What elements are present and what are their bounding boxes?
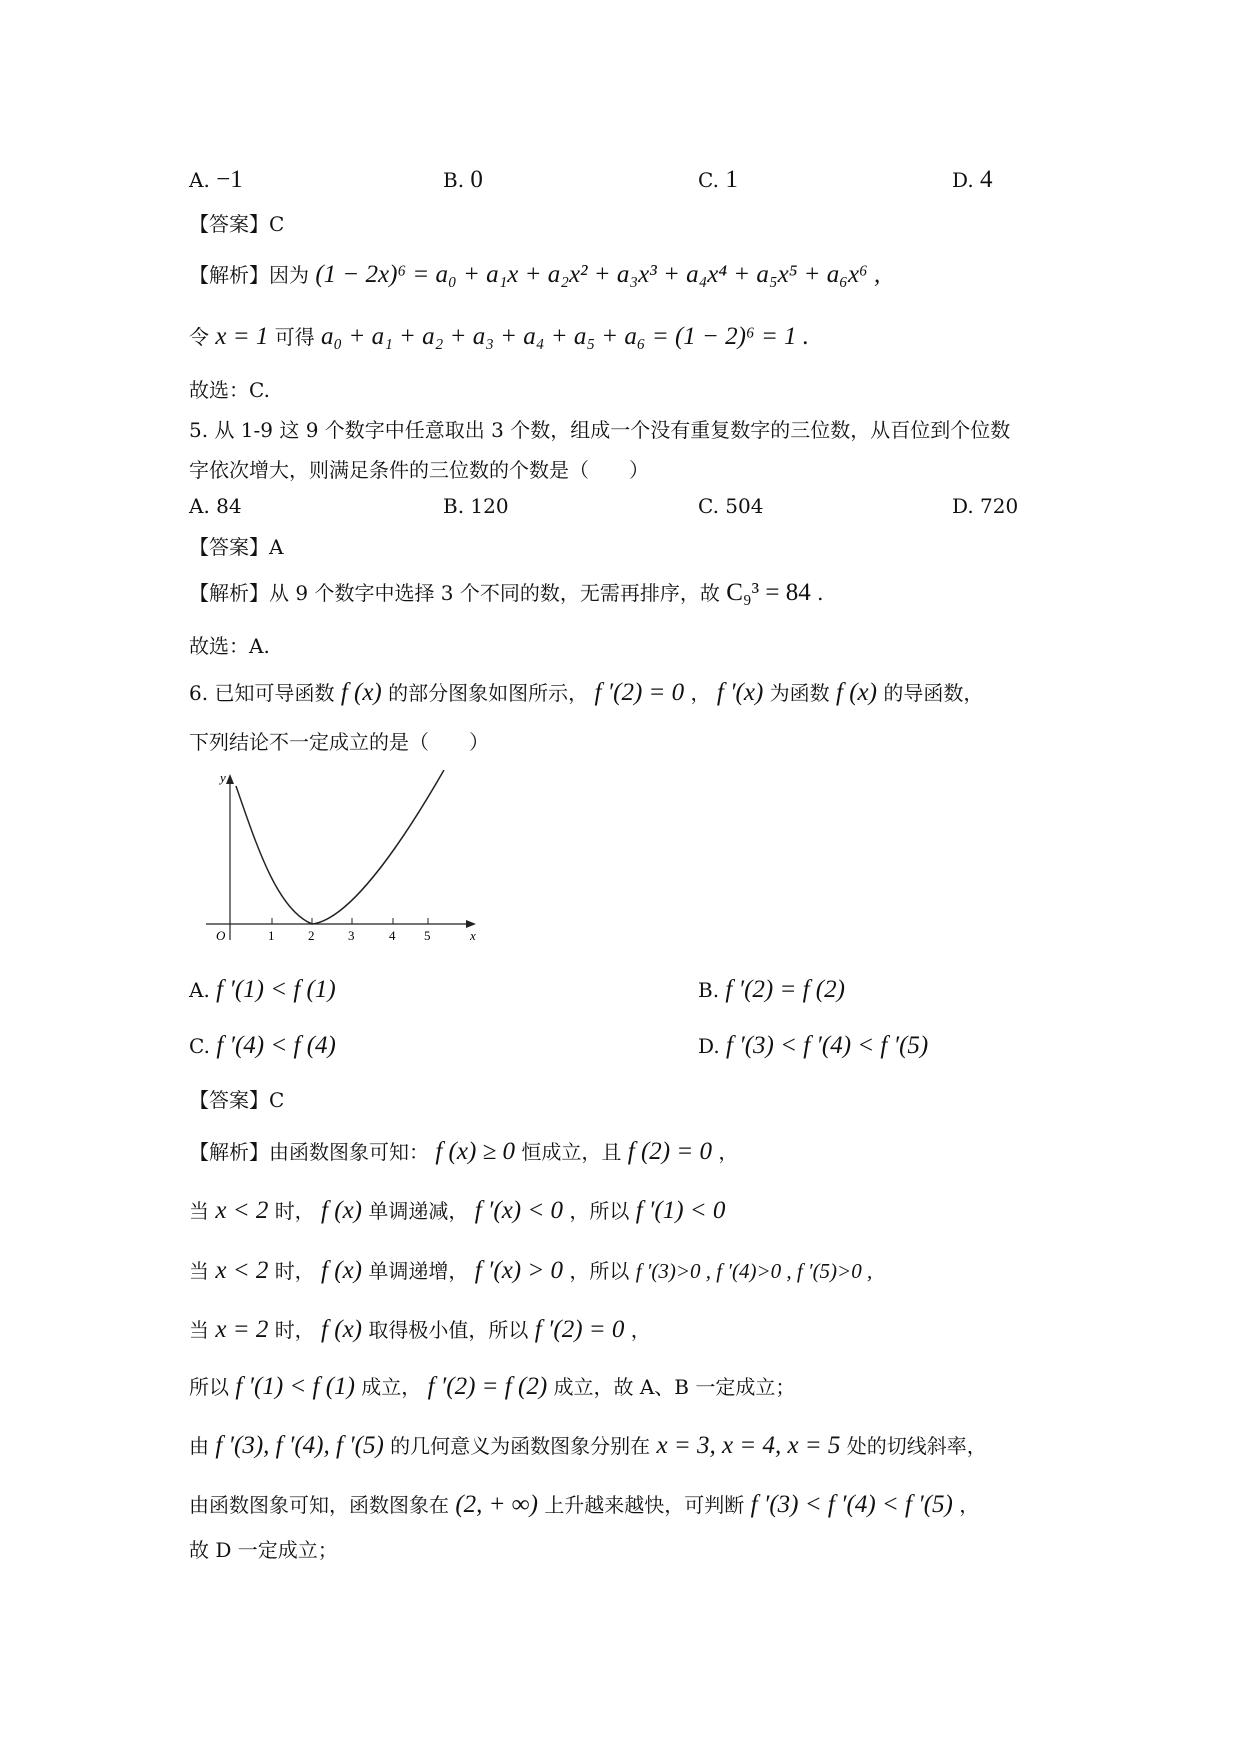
q4-option-d — [952, 165, 993, 195]
analysis-text: 时， — [274, 1259, 315, 1283]
option-value: 4 — [980, 166, 993, 193]
q4-option-b — [443, 165, 483, 195]
q5-option-c: C. 504 — [698, 494, 764, 518]
analysis-text: ， — [718, 1140, 739, 1164]
q6-analysis-line4 — [189, 1315, 651, 1345]
q6-option-c — [189, 1031, 336, 1061]
q6-option-a — [189, 975, 336, 1005]
equation: f ′(2) = 0 — [534, 1316, 625, 1343]
q6-stem-line2: 下列结论不一定成立的是（ ） — [189, 730, 489, 754]
option-label: A. — [189, 978, 210, 1002]
equation: f ′(x) — [716, 679, 764, 706]
q6-option-d — [698, 1031, 928, 1061]
analysis-text: 由 — [189, 1434, 209, 1458]
analysis-text: ， — [630, 1318, 651, 1342]
q6-answer: 【答案】C — [189, 1088, 285, 1112]
analysis-text: 可得 — [274, 325, 315, 349]
equation: (1 − 2x)⁶ = a₀ + a₁x + a₂x² + a₃x³ + a₄x⁴ + a₅x⁵ + a₆x⁶ , — [315, 261, 881, 288]
analysis-text: 当 — [189, 1318, 209, 1342]
q4-substitution — [189, 322, 809, 352]
tick-label-1: 1 — [268, 928, 275, 943]
analysis-text: ，所以 — [569, 1259, 630, 1283]
analysis-text: 成立， — [361, 1375, 422, 1399]
equation: f (x) — [321, 1316, 362, 1343]
option-label: C. — [189, 1034, 210, 1058]
tick-label-4: 4 — [389, 928, 396, 943]
stem-text: 6. 已知可导函数 — [189, 681, 335, 705]
option-label: B. — [443, 168, 465, 192]
q5-choice: 故选：A. — [189, 634, 270, 658]
q6-analysis-line3 — [189, 1256, 872, 1286]
analysis-text: 当 — [189, 1199, 209, 1223]
analysis-text: 时， — [274, 1318, 315, 1342]
x-axis-label: x — [470, 928, 476, 943]
q6-analysis-line8: 故 D 一定成立； — [189, 1538, 338, 1562]
y-axis-arrow — [226, 774, 234, 784]
q5-stem-line1: 5. 从 1-9 这 9 个数字中任意取出 3 个数，组成一个没有重复数字的三位数，从百位到个位数 — [189, 418, 1011, 442]
equation: f ′(x) < 0 — [474, 1197, 563, 1224]
equation: f (x) — [340, 679, 382, 706]
analysis-text: 处的切线斜率， — [846, 1434, 987, 1458]
analysis-text: 当 — [189, 1259, 209, 1283]
equation: a₀ + a₁ + a₂ + a₃ + a₄ + a₅ + a₆ = (1 − 2)⁶ = 1 . — [321, 323, 810, 350]
equation: f ′(3) < f ′(4) < f ′(5) — [750, 1491, 953, 1518]
equation: f ′(4) < f (4) — [216, 1032, 336, 1059]
q6-analysis-line5 — [189, 1372, 795, 1402]
equation: f (2) = 0 — [627, 1138, 712, 1165]
equation: f ′(3)>0 , f ′(4)>0 , f ′(5)>0 , — [635, 1259, 873, 1283]
stem-text: 的部分图象如图所示， — [388, 681, 589, 705]
equation: (2, + ∞) — [455, 1491, 538, 1518]
q6-analysis-line7 — [189, 1490, 979, 1520]
q4-option-a — [189, 165, 243, 195]
q4-answer: 【答案】C — [189, 212, 285, 236]
equation: f ′(3), f ′(4), f ′(5) — [215, 1432, 384, 1459]
function-curve — [236, 770, 444, 924]
analysis-text: . — [817, 581, 824, 605]
q4-option-c — [698, 165, 738, 195]
q5-stem-line2: 字依次增大，则满足条件的三位数的个数是（ ） — [189, 458, 649, 482]
equation: f ′(x) > 0 — [474, 1257, 563, 1284]
analysis-text: 【解析】由函数图象可知： — [189, 1140, 429, 1164]
equation: f ′(3) < f ′(4) < f ′(5) — [726, 1032, 929, 1059]
analysis-text: 单调递增， — [368, 1259, 469, 1283]
option-value: 0 — [470, 166, 483, 193]
tick-label-2: 2 — [308, 928, 315, 943]
q6-stem-line1 — [189, 678, 983, 708]
equation: x < 2 — [215, 1197, 269, 1224]
analysis-text: 所以 — [189, 1375, 229, 1399]
origin-label: O — [216, 928, 226, 943]
tick-label-5: 5 — [424, 928, 431, 943]
stem-text: ， — [690, 681, 711, 705]
equation: f ′(1) < f (1) — [235, 1373, 355, 1400]
equation: x < 2 — [215, 1257, 269, 1284]
equation: f ′(1) < f (1) — [216, 976, 336, 1003]
stem-text: 为函数 — [769, 681, 830, 705]
q6-analysis-line1 — [189, 1137, 738, 1167]
analysis-text: 【解析】因为 — [189, 263, 309, 287]
equation: x = 3, x = 4, x = 5 — [656, 1432, 841, 1459]
analysis-text: 的几何意义为函数图象分别在 — [390, 1434, 651, 1458]
analysis-text: 令 — [189, 325, 209, 349]
q4-choice: 故选：C. — [189, 378, 270, 402]
x-ticks — [272, 918, 428, 924]
equation: f ′(1) < 0 — [635, 1197, 726, 1224]
q5-option-b: B. 120 — [443, 494, 509, 518]
option-label: D. — [952, 168, 974, 192]
q4-analysis — [189, 260, 880, 290]
analysis-text: ， — [959, 1493, 980, 1517]
analysis-text: ，所以 — [569, 1199, 630, 1223]
option-label: A. — [189, 168, 210, 192]
equation: f (x) — [321, 1257, 362, 1284]
option-label: B. — [698, 978, 720, 1002]
equation: x = 1 — [215, 323, 269, 350]
analysis-text: 取得极小值，所以 — [368, 1318, 529, 1342]
analysis-text: 【解析】从 9 个数字中选择 3 个不同的数，无需再排序，故 — [189, 581, 720, 605]
equation: f (x) ≥ 0 — [435, 1138, 516, 1165]
equation: C₉³ = 84 — [726, 579, 811, 606]
q6-analysis-line2 — [189, 1196, 725, 1226]
equation: f ′(2) = f (2) — [427, 1373, 548, 1400]
option-value: −1 — [216, 166, 243, 193]
q5-answer: 【答案】A — [189, 535, 284, 559]
equation: f (x) — [321, 1197, 362, 1224]
q6-option-b — [698, 975, 845, 1005]
q5-option-a: A. 84 — [189, 494, 242, 518]
function-graph — [198, 770, 488, 945]
analysis-text: 单调递减， — [368, 1199, 469, 1223]
equation: f (x) — [836, 679, 877, 706]
option-label: D. — [698, 1034, 720, 1058]
x-axis-arrow — [466, 920, 476, 928]
q5-analysis — [189, 578, 823, 608]
equation: f ′(2) = 0 — [594, 679, 685, 706]
q5-option-d: D. 720 — [952, 494, 1019, 518]
y-axis-label: y — [220, 770, 226, 785]
analysis-text: 由函数图象可知，函数图象在 — [189, 1493, 449, 1517]
analysis-text: 成立，故 A、B 一定成立； — [553, 1375, 796, 1399]
tick-label-3: 3 — [348, 928, 355, 943]
stem-text: 的导函数， — [883, 681, 984, 705]
option-label: C. — [698, 168, 719, 192]
analysis-text: 时， — [274, 1199, 315, 1223]
equation: f ′(2) = f (2) — [725, 976, 845, 1003]
option-value: 1 — [725, 166, 738, 193]
equation: x = 2 — [215, 1316, 269, 1343]
analysis-text: 上升越来越快，可判断 — [544, 1493, 745, 1517]
analysis-text: 恒成立，且 — [521, 1140, 622, 1164]
q6-analysis-line6 — [189, 1431, 987, 1461]
